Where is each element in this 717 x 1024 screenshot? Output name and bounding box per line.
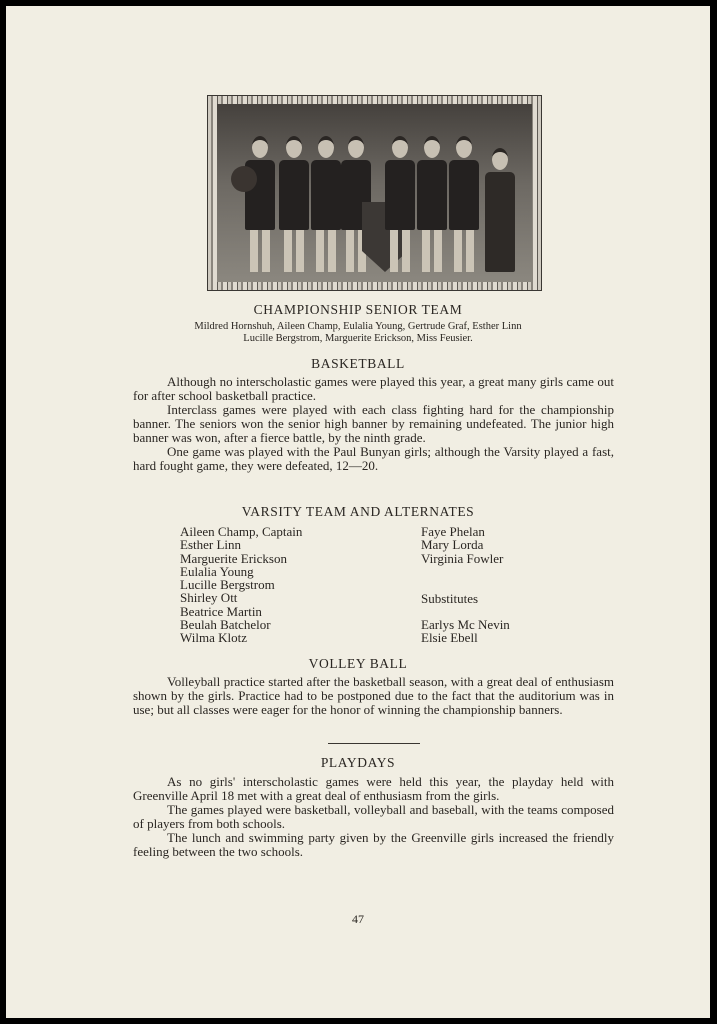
list-item: Eulalia Young bbox=[180, 563, 254, 579]
list-item: Marguerite Erickson bbox=[180, 550, 287, 566]
player-figure bbox=[449, 136, 479, 272]
playdays-heading: PLAYDAYS bbox=[320, 755, 396, 770]
paragraph: As no girls' interscholastic games were held this year, the playday held with Greenville April 18 met with a great deal of enthusiasm from the girls. bbox=[133, 774, 614, 803]
list-item: Beulah Batchelor bbox=[180, 617, 271, 633]
caption-line-1: Mildred Hornshuh, Aileen Champ, Eulalia Young, Gertrude Graf, Esther Linn bbox=[194, 321, 522, 332]
player-figure bbox=[311, 136, 341, 272]
paragraph: The games played were basketball, volleyball and baseball, with the teams composed of players from both schools. bbox=[133, 802, 614, 831]
basketball-text bbox=[133, 375, 614, 473]
volleyball-text bbox=[133, 675, 614, 717]
paragraph: One game was played with the Paul Bunyan girls; although the Varsity played a fast, hard fought game, they were defeated, 12—20. bbox=[133, 444, 614, 473]
section-divider bbox=[328, 743, 420, 744]
list-item: Aileen Champ, Captain bbox=[180, 524, 303, 539]
substitutes-heading: Substitutes bbox=[421, 591, 479, 606]
playdays-text bbox=[133, 775, 614, 859]
list-item: Esther Linn bbox=[180, 537, 242, 553]
player-figure bbox=[245, 136, 275, 272]
list-item: Elsie Ebell bbox=[421, 630, 478, 646]
yearbook-page bbox=[6, 6, 710, 1018]
page-number: 47 bbox=[352, 912, 364, 926]
photo-image bbox=[217, 104, 532, 282]
paragraph: Volleyball practice started after the basketball season, with a great deal of enthusiasm shown by the girls. Practice had to be postponed due to the fact that the auditorium was in use; but all classes were eager for the honor of winning the championship banners. bbox=[133, 674, 614, 717]
varsity-list-right bbox=[421, 525, 503, 565]
volleyball-heading: VOLLEY BALL bbox=[308, 656, 408, 671]
team-photo bbox=[207, 95, 542, 291]
paragraph: Although no interscholastic games were played this year, a great many girls came out for after school basketball practice. bbox=[133, 374, 614, 403]
list-item: Virginia Fowler bbox=[421, 550, 504, 566]
basketball-heading: BASKETBALL bbox=[311, 356, 405, 371]
player-figure bbox=[417, 136, 447, 272]
list-item: Wilma Klotz bbox=[180, 630, 247, 646]
list-item: Mary Lorda bbox=[421, 537, 484, 553]
coach-figure bbox=[485, 148, 515, 272]
paragraph: Interclass games were played with each class fighting hard for the championship banner. The seniors won the senior high banner by remaining undefeated. The junior high banner was won, after a fierce battle, by the ninth grade. bbox=[133, 402, 614, 445]
list-item: Lucille Bergstrom bbox=[180, 577, 275, 593]
player-figure bbox=[279, 136, 309, 272]
list-item: Faye Phelan bbox=[421, 524, 485, 539]
varsity-list-left bbox=[180, 525, 302, 645]
basketball-icon bbox=[231, 166, 257, 192]
list-item: Shirley Ott bbox=[180, 590, 238, 606]
caption-title: CHAMPIONSHIP SENIOR TEAM bbox=[253, 302, 463, 317]
caption-line-2: Lucille Bergstrom, Marguerite Erickson, Miss Feusier. bbox=[243, 333, 473, 344]
varsity-heading: VARSITY TEAM AND ALTERNATES bbox=[241, 504, 475, 519]
list-item: Earlys Mc Nevin bbox=[421, 617, 510, 632]
player-figure bbox=[385, 136, 415, 272]
paragraph: The lunch and swimming party given by the Greenville girls increased the friendly feeling between the two schools. bbox=[133, 830, 614, 859]
substitutes-list bbox=[421, 618, 510, 645]
list-item: Beatrice Martin bbox=[180, 603, 262, 619]
